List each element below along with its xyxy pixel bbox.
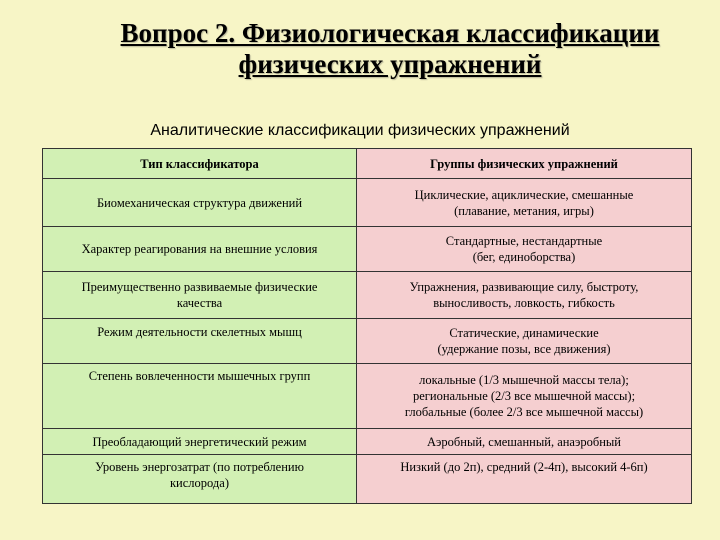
- cell-line: (удержание позы, все движения): [437, 342, 611, 356]
- header-classifier-type: Тип классификатора: [43, 149, 357, 179]
- cell-line: региональные (2/3 все мышечной массы);: [412, 389, 636, 403]
- cell-line: (плавание, метания, игры): [454, 203, 594, 218]
- classifier-type-cell: [43, 319, 357, 364]
- slide-title: [60, 18, 720, 80]
- cell-line: Стандартные, нестандартные: [445, 234, 603, 248]
- table-row: [43, 179, 692, 227]
- cell-line: Преимущественно развиваемые физические: [81, 280, 318, 294]
- table-row: [43, 319, 692, 364]
- cell-line: качества: [176, 296, 223, 310]
- classifier-type-cell: [43, 429, 357, 455]
- table-caption: Аналитические классификации физических упражнений: [150, 122, 570, 139]
- exercise-groups-cell: [357, 429, 692, 455]
- cell-line: кислорода): [169, 476, 229, 490]
- exercise-groups-cell: [357, 455, 692, 504]
- exercise-groups-cell: [357, 179, 692, 227]
- exercise-groups-cell: [357, 364, 692, 429]
- cell-line: Уровень энергозатрат (по потреблению: [95, 460, 304, 474]
- table-row: [43, 429, 692, 455]
- table-row: [43, 227, 692, 272]
- classifier-type-cell: [43, 227, 357, 272]
- table-row: [43, 272, 692, 319]
- classifier-type-cell: [43, 455, 357, 504]
- header-exercise-groups: Группы физических упражнений: [357, 149, 692, 179]
- exercise-groups-cell: [357, 319, 692, 364]
- cell-line: Циклические, ациклические, смешанные: [414, 187, 634, 202]
- classifier-type-cell: [43, 364, 357, 429]
- cell-line: Аэробный, смешанный, анаэробный: [427, 434, 621, 449]
- title-line-1: Вопрос 2. Физиологическая классификации: [120, 18, 660, 48]
- cell-line: Режим деятельности скелетных мышц: [97, 325, 302, 339]
- classification-table: [42, 148, 692, 504]
- classifier-type-cell: [43, 179, 357, 227]
- cell-line: Степень вовлеченности мышечных групп: [88, 369, 311, 383]
- cell-line: Биомеханическая структура движений: [96, 195, 303, 210]
- cell-line: Характер реагирования на внешние условия: [81, 242, 318, 256]
- cell-line: Низкий (до 2п), средний (2-4п), высокий 4-6п): [400, 460, 648, 474]
- cell-line: Статические, динамические: [449, 326, 599, 340]
- cell-line: выносливость, ловкость, гибкость: [433, 296, 615, 310]
- exercise-groups-cell: [357, 227, 692, 272]
- table-row: [43, 364, 692, 429]
- cell-line: локальные (1/3 мышечной массы тела);: [419, 373, 629, 387]
- classifier-type-cell: [43, 272, 357, 319]
- table-header-row: [43, 149, 692, 179]
- cell-line: Упражнения, развивающие силу, быстроту,: [409, 280, 639, 294]
- cell-line: глобальные (более 2/3 все мышечной массы): [404, 405, 644, 419]
- table-row: [43, 455, 692, 504]
- exercise-groups-cell: [357, 272, 692, 319]
- title-line-2: физических упражнений: [238, 49, 542, 79]
- cell-line: Преобладающий энергетический режим: [92, 434, 307, 449]
- cell-line: (бег, единоборства): [472, 250, 576, 264]
